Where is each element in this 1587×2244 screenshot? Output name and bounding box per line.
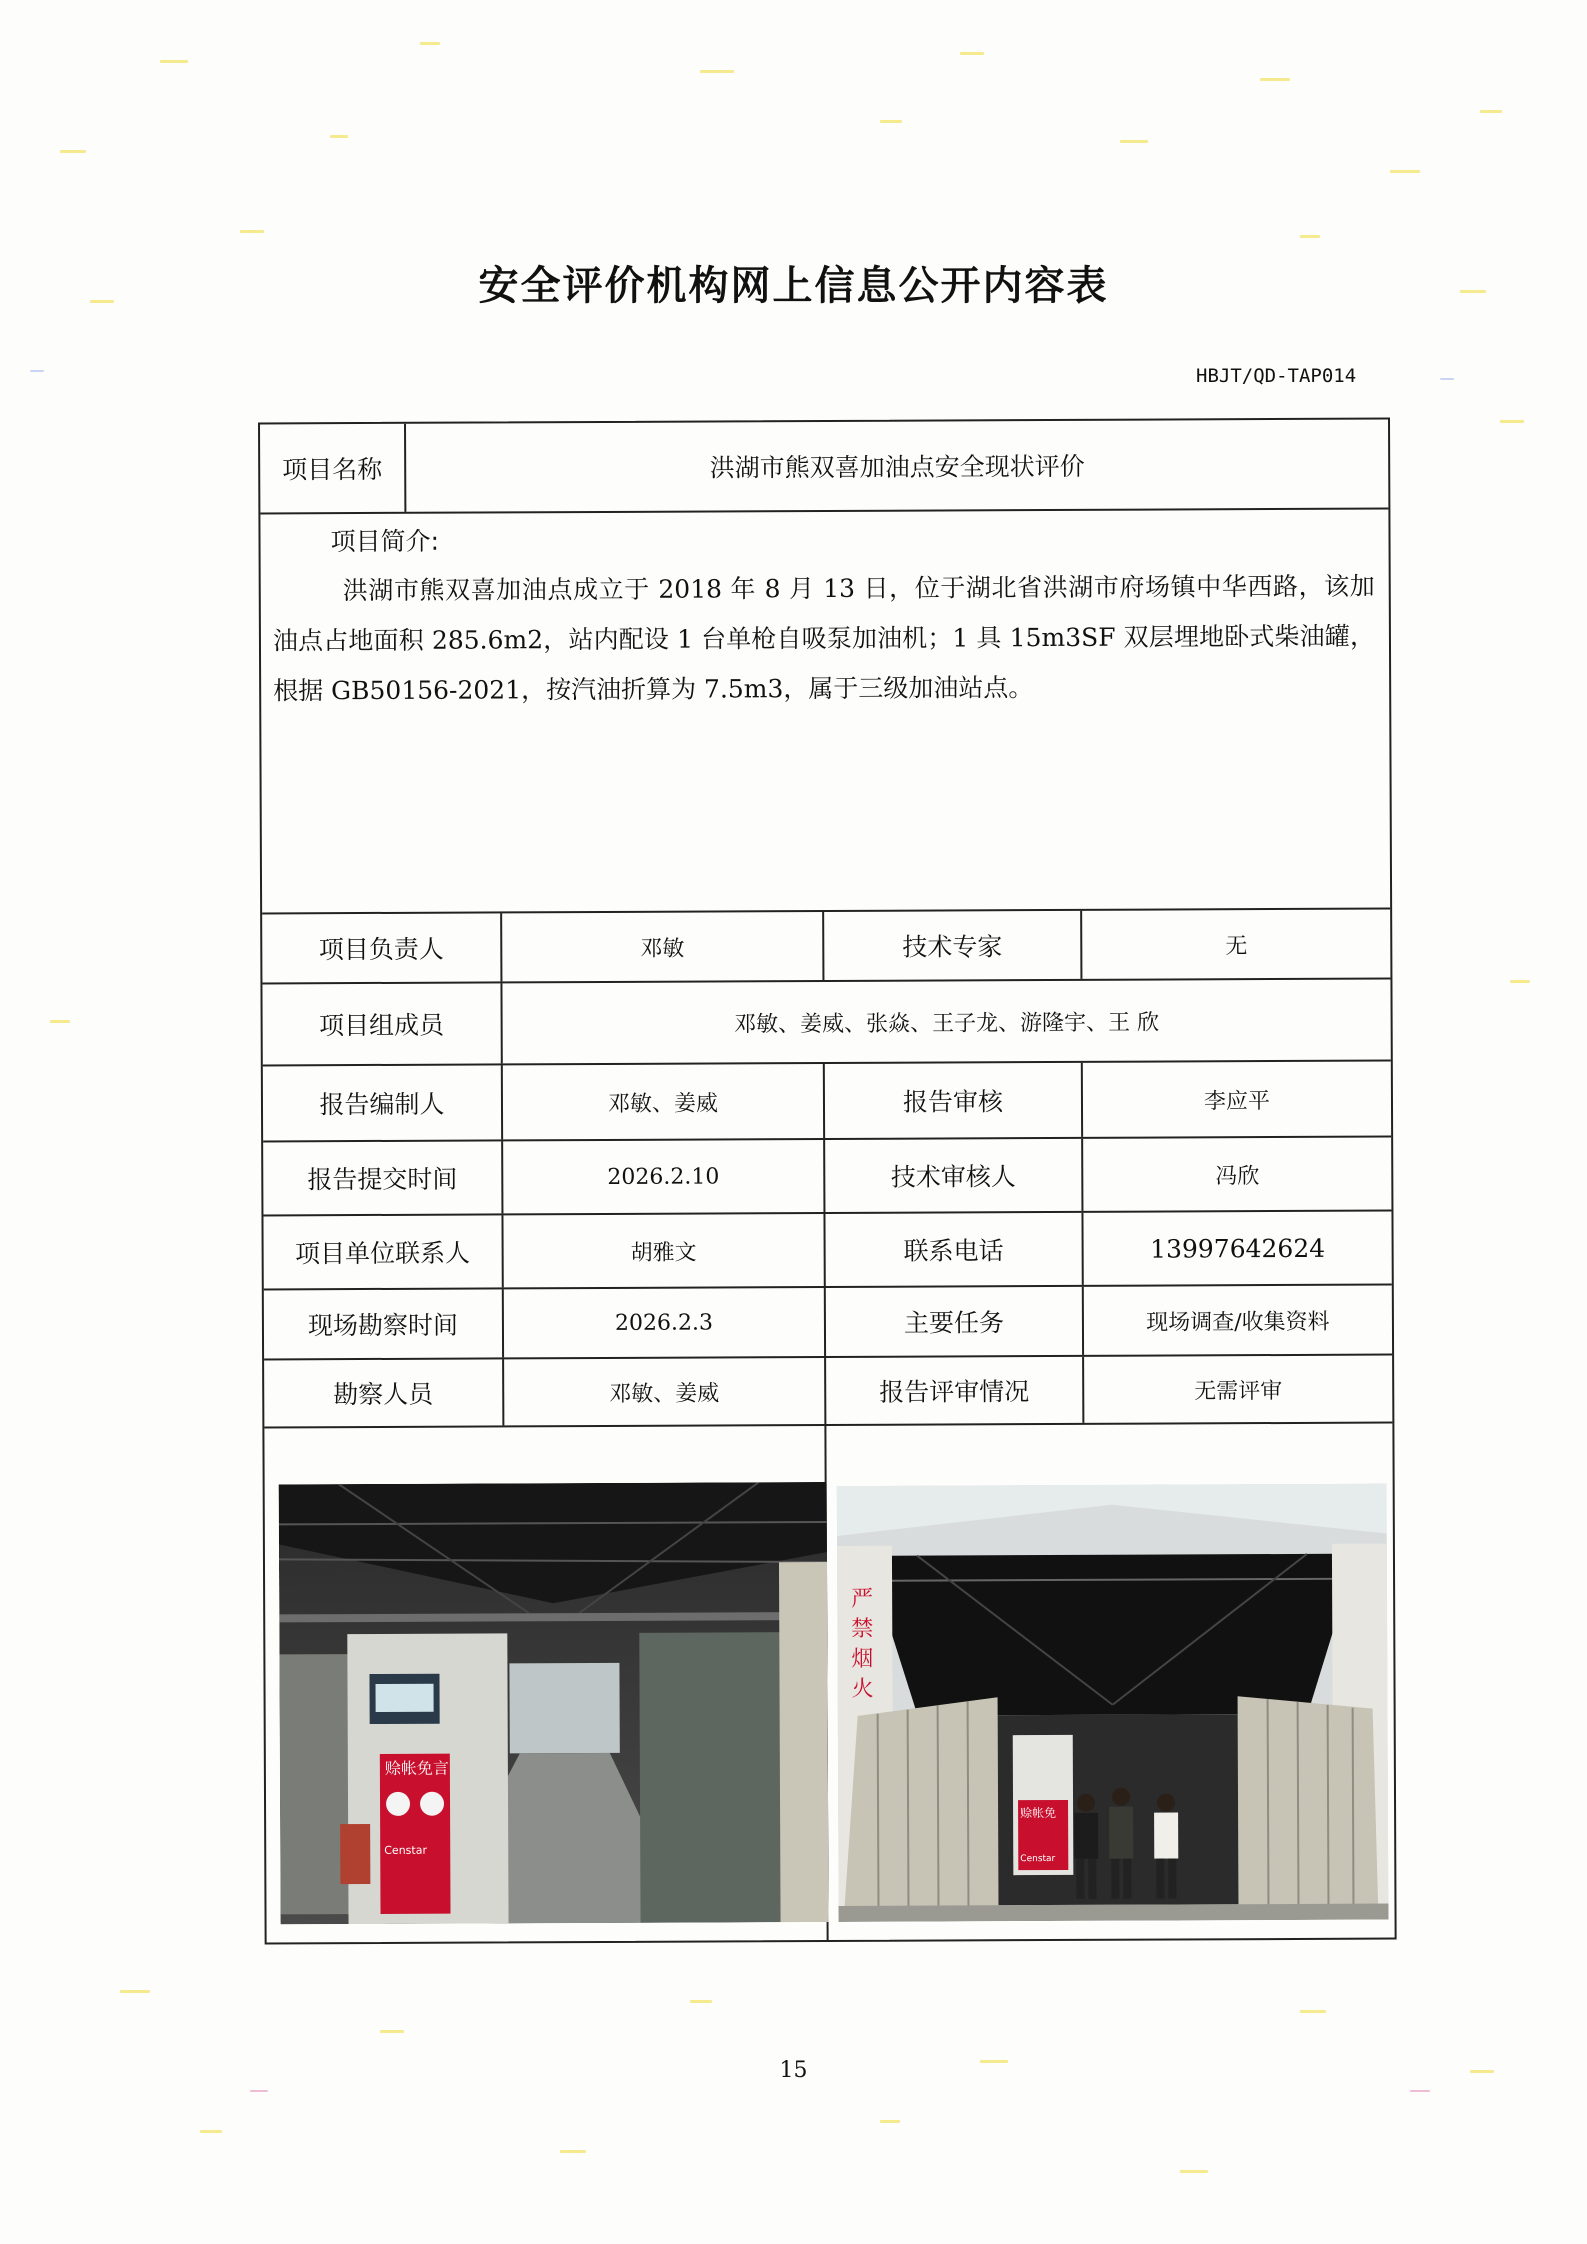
photo2-banner-char: 火 bbox=[851, 1676, 874, 1702]
report-review-label: 报告审核 bbox=[825, 1063, 1083, 1138]
page-number: 15 bbox=[779, 2058, 808, 2083]
row-surveyors bbox=[264, 1356, 1392, 1429]
project-name-value: 洪湖市熊双喜加油点安全现状评价 bbox=[709, 451, 1085, 483]
report-compiler-value: 邓敏、姜威 bbox=[503, 1064, 825, 1139]
row-project-name bbox=[260, 420, 1388, 515]
project-name-label: 项目名称 bbox=[260, 424, 406, 513]
scan-speck bbox=[60, 150, 86, 153]
contact-phone-label: 联系电话 bbox=[825, 1213, 1083, 1286]
site-photo-1-image bbox=[279, 1482, 829, 1924]
scan-speck bbox=[690, 2000, 712, 2003]
submit-time-label: 报告提交时间 bbox=[263, 1141, 503, 1214]
info-disclosure-form bbox=[258, 418, 1397, 1945]
scan-speck bbox=[120, 1990, 150, 1993]
scan-speck bbox=[1510, 980, 1530, 983]
row-survey-time bbox=[264, 1286, 1392, 1361]
photo-cell-left bbox=[264, 1426, 828, 1942]
scan-speck bbox=[560, 2150, 586, 2153]
photo2-banner-char: 烟 bbox=[851, 1646, 874, 1672]
surveyors-label: 勘察人员 bbox=[264, 1359, 504, 1426]
report-review-status-value: 无需评审 bbox=[1194, 1378, 1283, 1404]
project-intro-label: 项目简介: bbox=[330, 526, 440, 557]
photo1-pump-sign: 赊帐免言 bbox=[384, 1758, 449, 1778]
row-project-intro bbox=[260, 510, 1390, 915]
scan-speck bbox=[240, 230, 264, 233]
scan-speck bbox=[880, 120, 902, 123]
contact-phone-value: 13997642624 bbox=[1150, 1233, 1326, 1264]
main-task-value: 现场调查/收集资料 bbox=[1146, 1309, 1330, 1336]
project-intro-text: 洪湖市熊双喜加油点成立于 2018 年 8 月 13 日，位于湖北省洪湖市府场镇中华西路，该加油点占地面积 285.6m2，站内配设 1 台单枪自吸泵加油机；1 具 15m3SF 双层埋地卧式柴油罐，根据 GB50156-2021，按汽油折算为 7.5m3，属于三级加油站点。 bbox=[272, 571, 1376, 706]
main-task-label: 主要任务 bbox=[826, 1287, 1084, 1356]
surveyors-value: 邓敏、姜威 bbox=[504, 1358, 826, 1425]
survey-time-label: 现场勘察时间 bbox=[264, 1289, 504, 1358]
unit-contact-label: 项目单位联系人 bbox=[263, 1215, 503, 1288]
scan-speck bbox=[50, 1020, 70, 1023]
row-site-photos bbox=[264, 1424, 1394, 1943]
photo2-banner-char: 严 bbox=[851, 1586, 874, 1612]
site-photo-station-front bbox=[837, 1484, 1389, 1922]
report-review-status-label: 报告评审情况 bbox=[826, 1357, 1084, 1424]
site-photo-pump-canopy bbox=[279, 1482, 829, 1924]
report-review-value: 李应平 bbox=[1203, 1088, 1271, 1114]
row-submit-time bbox=[263, 1138, 1391, 1217]
scan-speck bbox=[1480, 110, 1502, 113]
project-leader-label: 项目负责人 bbox=[262, 913, 502, 982]
scan-speck bbox=[30, 370, 44, 372]
scan-speck bbox=[1300, 235, 1320, 238]
scan-speck bbox=[1300, 2010, 1326, 2013]
technical-expert-label: 技术专家 bbox=[824, 911, 1082, 980]
scan-speck bbox=[880, 2120, 900, 2123]
survey-time-value: 2026.2.3 bbox=[504, 1288, 826, 1357]
report-compiler-label: 报告编制人 bbox=[263, 1065, 503, 1140]
scan-speck bbox=[1120, 140, 1148, 143]
scan-speck bbox=[700, 70, 734, 73]
scan-speck bbox=[1180, 2170, 1208, 2173]
scan-speck bbox=[960, 52, 984, 55]
document-code: HBJT/QD-TAP014 bbox=[1196, 365, 1357, 387]
scan-speck bbox=[1410, 2090, 1430, 2092]
scan-speck bbox=[200, 2130, 222, 2133]
scan-speck bbox=[1260, 78, 1290, 81]
photo1-brand: Censtar bbox=[384, 1843, 427, 1857]
site-photo-2-image bbox=[837, 1484, 1389, 1922]
submit-time-value: 2026.2.10 bbox=[503, 1140, 825, 1213]
scan-speck bbox=[1440, 378, 1454, 380]
technical-expert-value: 无 bbox=[1225, 933, 1248, 959]
scan-speck bbox=[420, 42, 440, 45]
row-project-leader bbox=[262, 910, 1390, 985]
scan-speck bbox=[330, 135, 348, 138]
scan-speck bbox=[250, 2090, 268, 2092]
unit-contact-value: 胡雅文 bbox=[503, 1214, 825, 1287]
scan-speck bbox=[1390, 170, 1420, 173]
row-unit-contact bbox=[263, 1212, 1391, 1291]
photo2-brand: Censtar bbox=[1020, 1854, 1056, 1865]
scan-speck bbox=[380, 2030, 404, 2033]
scan-speck bbox=[160, 60, 188, 63]
photo2-pump-sign: 赊帐免 bbox=[1020, 1806, 1057, 1821]
project-members-value: 邓敏、姜威、张焱、王子龙、游隆宇、王 欣 bbox=[734, 1010, 1160, 1037]
project-members-label: 项目组成员 bbox=[262, 983, 502, 1064]
technical-reviewer-label: 技术审核人 bbox=[825, 1139, 1083, 1212]
technical-reviewer-value: 冯欣 bbox=[1215, 1163, 1260, 1189]
scan-speck bbox=[1500, 420, 1524, 423]
row-report-compiler bbox=[263, 1062, 1391, 1143]
row-project-members bbox=[262, 980, 1390, 1067]
photo-cell-right bbox=[826, 1424, 1394, 1940]
document-title: 安全评价机构网上信息公开内容表 bbox=[478, 263, 1109, 309]
photo2-banner-char: 禁 bbox=[851, 1616, 874, 1642]
project-leader-value: 邓敏 bbox=[502, 912, 824, 981]
